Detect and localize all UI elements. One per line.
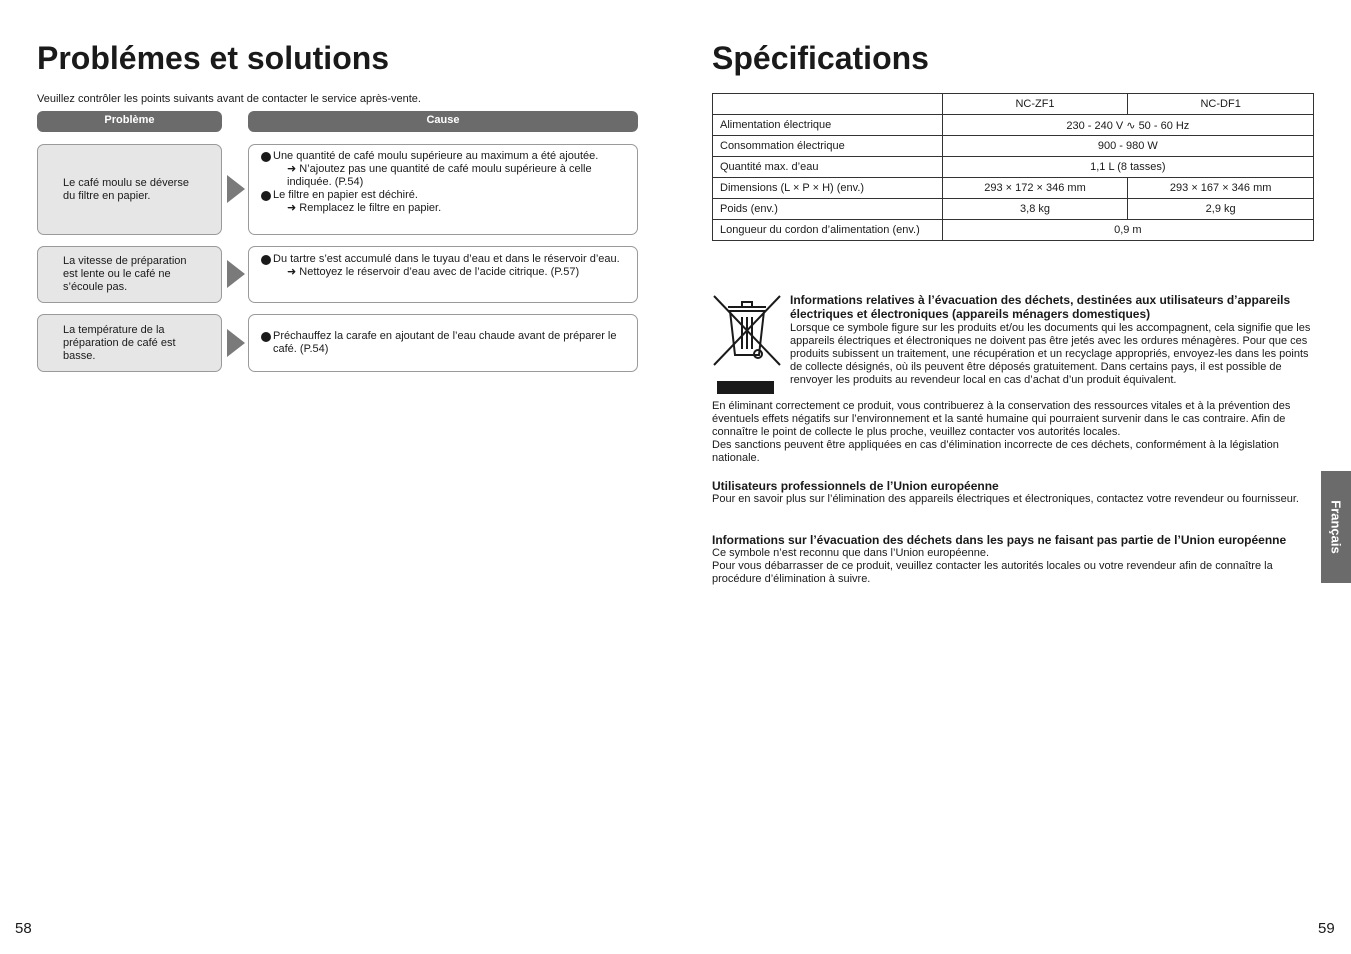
- paragraph: Ce symbole n’est reconnu que dans l’Union européenne.: [712, 547, 990, 559]
- spec-label: Longueur du cordon d’alimentation (env.): [713, 220, 943, 241]
- table-row: [713, 94, 1314, 115]
- intro-text: Veuillez contrôler les points suivants avant de contacter le service après-vente.: [37, 93, 421, 105]
- spec-label: Dimensions (L × P × H) (env.): [713, 178, 943, 199]
- spec-value: 1,1 L (8 tasses): [942, 157, 1313, 178]
- spec-value-df1: 2,9 kg: [1128, 199, 1314, 220]
- solution-text: ➜ Nettoyez le réservoir d’eau avec de l’acide citrique. (P.57): [287, 266, 580, 278]
- table-cell: [713, 94, 943, 115]
- problem-text: Le café moulu se déverse du filtre en papier.: [63, 176, 189, 202]
- spec-label: Quantité max. d’eau: [713, 157, 943, 178]
- table-row: [713, 199, 1314, 220]
- paragraph: En éliminant correctement ce produit, vous contribuerez à la conservation des ressources vitales et à la prévention des éventuels effets négatifs sur l’environnement et la santé humaine qui pourraient survenir dans le cas contraire. Afin de connaître le point de collecte le plus proche, veuillez contacter vos autorités locales.: [712, 400, 1291, 438]
- spec-table: [712, 93, 1314, 241]
- problem-box: [37, 314, 222, 372]
- cause-bullet: Une quantité de café moulu supérieure au maximum a été ajoutée.: [261, 150, 625, 163]
- paragraph: Des sanctions peuvent être appliquées en cas d’élimination incorrecte de ces déchets, conformément à la législation nationale.: [712, 439, 1279, 464]
- cause-box: [248, 144, 638, 235]
- section-heading: Informations sur l’évacuation des déchets dans les pays ne faisant pas partie de l’Union européenne: [712, 533, 1287, 547]
- solution-text: ➜ Remplacez le filtre en papier.: [287, 202, 442, 214]
- model-header-zf1: NC-ZF1: [942, 94, 1128, 115]
- weee-body: Lorsque ce symbole figure sur les produits et/ou les documents qui les accompagnent, cela signifie que les appareils électriques et électroniques ne doivent pas être jetés avec les ordures ménagères. Pour que ces produits subissent un traitement, une récupération et un recyclage appropriés, envoyez-les dans les points de collecte désignés, où ils peuvent être déposés gratuitement. Dans certains pays, il est possible de renvoyer les produits au revendeur local en cas d’achat d’un produit équivalent.: [790, 322, 1311, 386]
- problem-text: La température de la préparation de café est basse.: [63, 323, 176, 362]
- spec-label: Alimentation électrique: [713, 115, 943, 136]
- section-heading: Utilisateurs professionnels de l’Union européenne: [712, 479, 999, 493]
- weee-paragraph: [712, 400, 1315, 465]
- spec-value: 0,9 m: [942, 220, 1313, 241]
- table-row: [713, 178, 1314, 199]
- spec-value-df1: 293 × 167 × 346 mm: [1128, 178, 1314, 199]
- table-row: [713, 115, 1314, 136]
- spec-value-zf1: 293 × 172 × 346 mm: [942, 178, 1128, 199]
- language-tab-label: Français: [1328, 500, 1344, 554]
- arrow-right-icon: [227, 175, 245, 203]
- cause-bullet: Préchauffez la carafe en ajoutant de l’eau chaude avant de préparer le café. (P.54): [261, 330, 625, 356]
- paragraph: Pour en savoir plus sur l’élimination des appareils électriques et électroniques, contactez votre revendeur ou fournisseur.: [712, 493, 1299, 505]
- crossed-out-wheelie-bin-icon: [712, 293, 782, 395]
- problem-box: [37, 246, 222, 303]
- weee-title: Informations relatives à l’évacuation des déchets, destinées aux utilisateurs d’appareils électriques et électroniques (appareils ménagers domestiques): [790, 293, 1291, 321]
- problem-text: La vitesse de préparation est lente ou le café ne s’écoule pas.: [63, 255, 187, 293]
- table-row: [713, 220, 1314, 241]
- spec-value-zf1: 3,8 kg: [942, 199, 1128, 220]
- table-row: [713, 157, 1314, 178]
- solution-text: ➜ N’ajoutez pas une quantité de café moulu supérieure à celle indiquée. (P.54): [287, 163, 592, 188]
- non-eu-section: [712, 533, 1315, 586]
- paragraph: Pour vous débarrasser de ce produit, veuillez contacter les autorités locales ou votre revendeur afin de connaître la procédure d’élimination à suivre.: [712, 560, 1273, 585]
- cause-box: [248, 246, 638, 303]
- cause-bullet: Du tartre s’est accumulé dans le tuyau d’eau et dans le réservoir d’eau.: [261, 253, 625, 266]
- header-problem: Problème: [37, 111, 222, 132]
- cause-bullet: Le filtre en papier est déchiré.: [261, 189, 625, 202]
- page-number-left: 58: [15, 920, 32, 937]
- spec-label: Poids (env.): [713, 199, 943, 220]
- spec-label: Consommation électrique: [713, 136, 943, 157]
- model-header-df1: NC-DF1: [1128, 94, 1314, 115]
- cause-box: [248, 314, 638, 372]
- spec-value: 900 - 980 W: [942, 136, 1313, 157]
- table-row: [713, 136, 1314, 157]
- page-title-problems: Problémes et solutions: [37, 40, 390, 76]
- arrow-right-icon: [227, 260, 245, 288]
- pro-users-section: [712, 479, 1315, 506]
- problem-box: [37, 144, 222, 235]
- arrow-right-icon: [227, 329, 245, 357]
- language-tab: [1321, 471, 1351, 583]
- page-title-specs: Spécifications: [712, 40, 929, 76]
- header-cause: Cause: [248, 111, 638, 132]
- spec-value: 230 - 240 V ∿ 50 - 60 Hz: [942, 115, 1313, 136]
- page-number-right: 59: [1318, 920, 1335, 937]
